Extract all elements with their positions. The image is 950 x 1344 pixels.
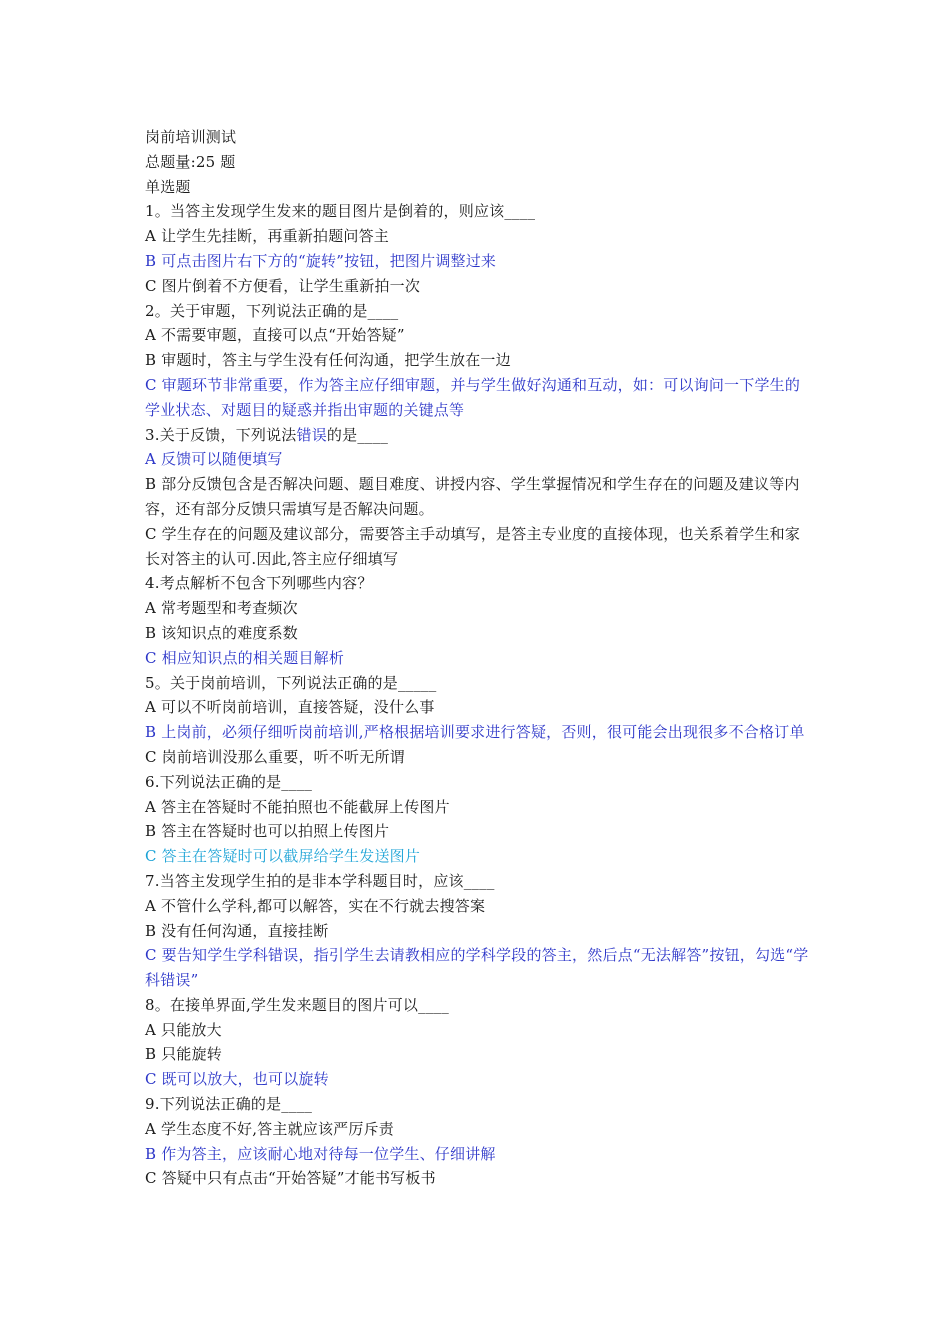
option-c-answer: C 要告知学生学科错误，指引学生去请教相应的学科学段的答主，然后点“无法解答”按钮，勾选“学科错误”	[145, 946, 809, 990]
question-stem: 4.考点解析不包含下列哪些内容？	[145, 574, 373, 593]
question-9	[145, 1092, 815, 1191]
stem-emphasis: 错误	[296, 425, 327, 444]
document-body	[145, 125, 815, 1191]
option-a: A 答主在答疑时不能拍照也不能截屏上传图片	[145, 797, 450, 816]
stem-part-1: 3.关于反馈，下列说法	[145, 425, 297, 444]
option-b: B 只能旋转	[145, 1045, 222, 1064]
option-c-answer: C 审题环节非常重要，作为答主应仔细审题，并与学生做好沟通和互动，如：可以询问一下学生的学业状态、对题目的疑惑并指出审题的关键点等	[145, 375, 801, 419]
question-3	[145, 423, 815, 572]
question-4	[145, 571, 815, 670]
option-a: A 可以不听岗前培训，直接答疑，没什么事	[145, 698, 435, 717]
section-heading: 单选题	[145, 177, 191, 196]
question-1	[145, 199, 815, 298]
option-b: B 部分反馈包含是否解决问题、题目难度、讲授内容、学生掌握情况和学生存在的问题及建议等内容，还有部分反馈只需填写是否解决问题。	[145, 475, 800, 518]
option-b-answer: B 上岗前，必须仔细听岗前培训,严格根据培训要求进行答疑，否则，很可能会出现很多不合格订单	[145, 723, 805, 742]
option-b-answer: B 可点击图片右下方的“旋转”按钮，把图片调整过来	[145, 251, 497, 270]
question-stem: 7.当答主发现学生拍的是非本学科题目时，应该____	[145, 871, 495, 890]
option-c: C 岗前培训没那么重要，听不听无所谓	[145, 747, 405, 766]
question-stem: 2。关于审题，下列说法正确的是____	[145, 301, 399, 320]
question-stem: 9.下列说法正确的是____	[145, 1095, 313, 1114]
option-b: B 该知识点的难度系数	[145, 623, 298, 642]
question-stem	[145, 423, 815, 448]
question-6	[145, 770, 815, 869]
option-b: B 没有任何沟通，直接挂断	[145, 921, 329, 940]
option-a: A 不需要审题，直接可以点“开始答疑”	[145, 326, 405, 345]
option-a: A 常考题型和考查频次	[145, 599, 298, 618]
option-b: B 审题时，答主与学生没有任何沟通，把学生放在一边	[145, 351, 511, 370]
question-stem: 5。关于岗前培训，下列说法正确的是_____	[145, 673, 437, 692]
option-c-answer: C 相应知识点的相关题目解析	[145, 648, 345, 667]
option-c-answer: C 既可以放大，也可以旋转	[145, 1070, 329, 1089]
question-2	[145, 299, 815, 423]
option-b-answer: B 作为答主，应该耐心地对待每一位学生、仔细讲解	[145, 1144, 496, 1163]
question-stem: 6.下列说法正确的是____	[145, 772, 313, 791]
option-b: B 答主在答疑时也可以拍照上传图片	[145, 822, 390, 841]
option-c: C 图片倒着不方便看，让学生重新拍一次	[145, 276, 421, 295]
stem-part-3: 的是____	[326, 425, 389, 444]
question-8	[145, 993, 815, 1092]
option-a: A 不管什么学科,都可以解答，实在不行就去搜答案	[145, 896, 486, 915]
document-title: 岗前培训测试	[145, 128, 237, 146]
question-5	[145, 671, 815, 770]
option-a: A 让学生先挂断，再重新拍题问答主	[145, 227, 390, 246]
option-c-answer: C 答主在答疑时可以截屏给学生发送图片	[145, 847, 421, 866]
total-count: 总题量:25 题	[145, 152, 236, 171]
question-stem: 8。在接单界面,学生发来题目的图片可以____	[145, 995, 449, 1014]
option-c: C 答疑中只有点击“开始答疑”才能书写板书	[145, 1169, 436, 1188]
option-a: A 学生态度不好,答主就应该严厉斥责	[145, 1119, 394, 1138]
option-c: C 学生存在的问题及建议部分，需要答主手动填写，是答主专业度的直接体现，也关系着学生和家长对答主的认可.因此,答主应仔细填写	[145, 524, 801, 568]
question-7	[145, 869, 815, 993]
question-stem: 1。当答主发现学生发来的题目图片是倒着的，则应该____	[145, 202, 536, 221]
option-a: A 只能放大	[145, 1020, 222, 1039]
option-a-answer: A 反馈可以随便填写	[145, 450, 283, 469]
